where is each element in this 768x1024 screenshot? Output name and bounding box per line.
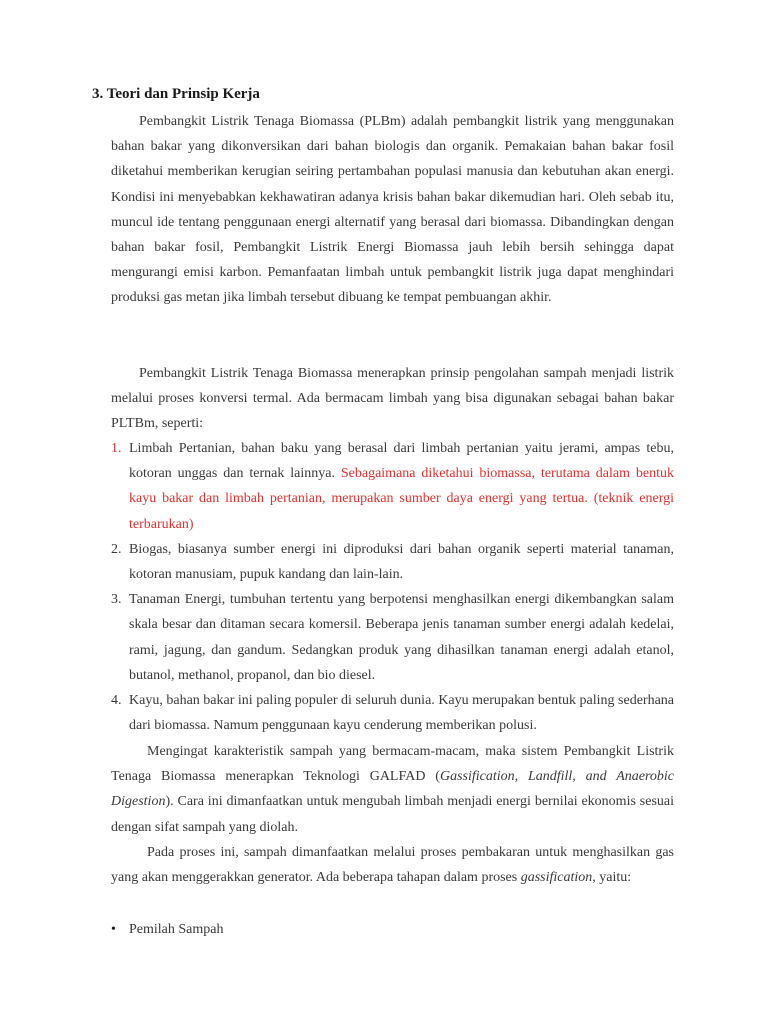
list-item-text: Biogas, biasanya sumber energi ini diproduksi dari bahan organik seperti material tanaman, kotoran manusiam, pupuk kandang dan lain-lain. [129,541,674,583]
section-heading: 3. Teori dan Prinsip Kerja [92,86,260,102]
paragraph-gassification [111,840,674,890]
paragraph-gassification-italic: gassification [520,870,593,886]
list-item [111,436,674,537]
list-item-number: 2. [111,541,122,557]
list-item-text: Limbah Pertanian, bahan baku yang berasal dari limbah pertanian yaitu jerami, ampas tebu, kotoran unggas dan ternak lainnya. [129,441,674,482]
list-item-text: Tanaman Energi, tumbuhan tertentu yang berpotensi menghasilkan energi dikembangkan salam skala besar dan ditaman secara komersil. Beberapa jenis tanaman sumber energi adalah kedelai, rami, jagung, dan gandum. Sedangkan produk yang dihasilkan tanaman energi adalah etanol, butanol, methanol, propanol, dan bio diesel. [129,592,674,683]
bullet-item-text: Pemilah Sampah [129,922,224,937]
paragraph-galfad-text: Mengingat karakteristik sampah yang bermacam-macam, maka sistem Pembangkit Listrik Tenaga Biomassa menerapkan Teknologi GALFAD ( [111,744,674,785]
list-item-number: 1. [111,441,122,456]
bullet-dot-icon: • [111,922,116,937]
paragraph-principle [111,361,674,437]
paragraph-intro [111,109,674,311]
list-item [111,587,674,688]
biomass-waste-list [111,436,674,738]
list-item-text: Kayu, bahan bakar ini paling populer di seluruh dunia. Kayu merupakan bentuk paling sederhana dari biomassa. Namum penggunaan kayu cenderung memberikan polusi. [129,693,674,734]
paragraph-intro-text: Pembangkit Listrik Tenaga Biomassa (PLBm) adalah pembangkit listrik yang menggunakan bahan bakar yang dikonversikan dari bahan biologis dan organik. Pemakaian bahan bakar fosil diketahui memberikan kerugian seiring pertambahan populasi manusia dan kebutuhan akan energi. Kondisi ini menyebabkan kekhawatiran adanya krisis bahan bakar dikemudian hari. Oleh sebab itu, muncul ide tentang penggunaan energi alternatif yang berasal dari biomassa. Dibandingkan dengan bahan bakar fosil, Pembangkit Listrik Energi Biomassa jauh lebih bersih sehingga dapat mengurangi emisi karbon. Pemanfaatan limbah untuk pembangkit listrik juga dapat menghindari produksi gas metan jika limbah tersebut dibuang ke tempat pembuangan akhir. [111,114,674,306]
paragraph-principle-text: Pembangkit Listrik Tenaga Biomassa menerapkan prinsip pengolahan sampah menjadi listrik melalui proses konversi termal. Ada bermacam limbah yang bisa digunakan sebagai bahan bakar PLTBm, seperti: [111,366,674,432]
paragraph-galfad [111,739,674,840]
list-item [111,688,674,738]
list-item-highlight-text: Sebagaimana diketahui biomassa, terutama dalam bentuk kayu bakar dan limbah pertanian, merupakan sumber daya energi yang tertua. (teknik energi terbarukan) [129,466,675,532]
list-item [111,537,674,587]
paragraph-galfad-text-end: ). Cara ini dimanfaatkan untuk mengubah limbah menjadi energi bernilai ekonomis sesuai dengan sifat sampah yang diolah. [111,794,674,835]
list-item-number: 4. [111,693,122,709]
bullet-item [111,917,224,942]
list-item-number: 3. [111,592,122,608]
paragraph-galfad-italic: Gassification, Landfill, and Anaerobic Digestion [111,769,675,810]
paragraph-gassification-text-end: , yaitu: [592,870,632,886]
paragraph-gassification-text: Pada proses ini, sampah dimanfaatkan melalui proses pembakaran untuk menghasilkan gas yang akan menggerakkan generator. Ada beberapa tahapan dalam proses [111,845,674,886]
